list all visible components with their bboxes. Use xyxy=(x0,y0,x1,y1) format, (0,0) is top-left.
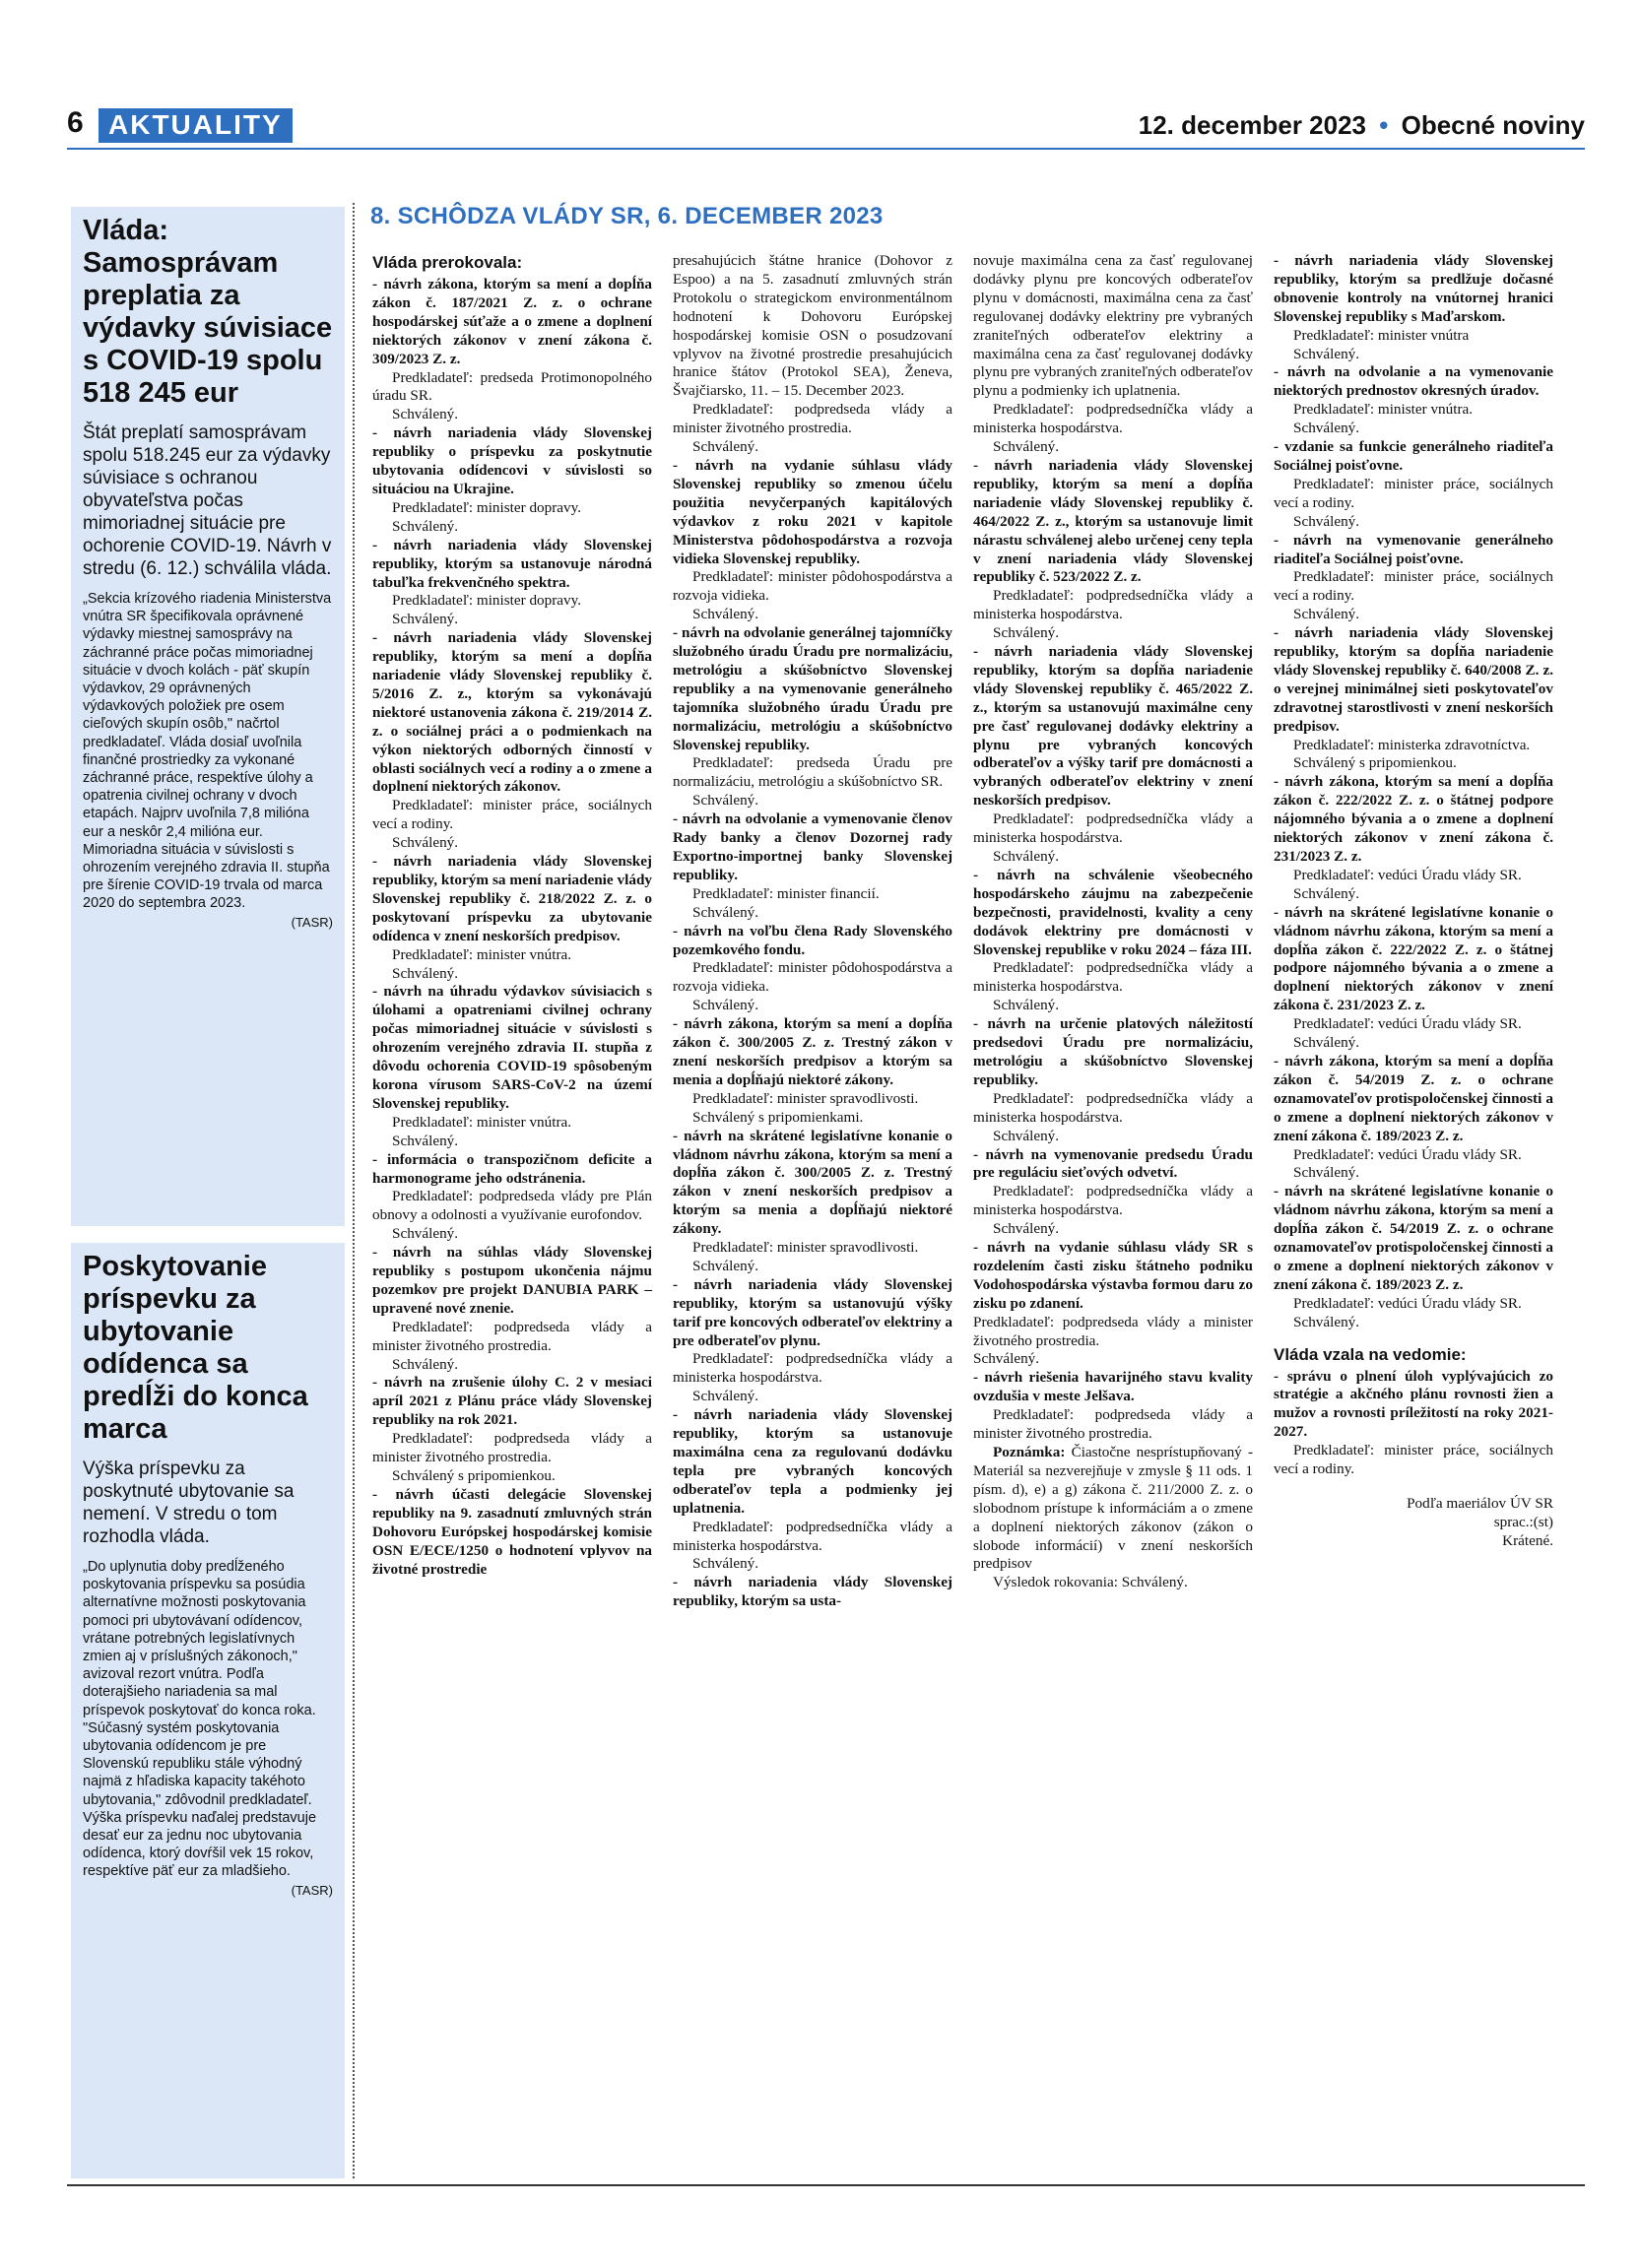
article-column-3 xyxy=(973,252,1253,1592)
item-detail: Schválený. xyxy=(692,1555,759,1573)
item-detail: Predkladateľ: vedúci Úradu vlády SR. xyxy=(1293,1145,1522,1163)
separator: • xyxy=(1379,110,1389,140)
agenda-item: - návrh na schválenie všeobecného hospodárskeho záujmu na zabezpečenie bezpečnosti, pravidelnosti, kvality a ceny dodávok elektriny pre domácnosti v Slovenskej republike v roku 2024 – fáza III. xyxy=(973,866,1253,958)
item-detail: Schválený. xyxy=(1293,1164,1360,1182)
item-detail: Schválený. xyxy=(692,606,759,623)
article-body: „Sekcia krízového riadenia Ministerstva vnútra SR špecifikovala oprávnené výdavky miestnej samosprávy na záchranné práce počas mimoriadnej situácie v dvoch kolách - päť skupín výdavkov, 29 oprávnených výdavkových položiek pre osem cieľových skupín osôb," načrtol predkladateľ. Vláda dosiaľ uvoľnila finančné prostriedky za vykonané záchranné práce, respektíve úlohy a opatrenia civilnej ochrany v dvoch etapách. Najprv uvoľnila 7,8 milióna eur a neskôr 2,4 milióna eur. Mimoriadna situácia v súvislosti s ohrozením verejného zdravia II. stupňa pre šírenie COVID-19 trvala od marca 2020 do septembra 2023. xyxy=(83,591,332,912)
item-detail: Predkladateľ: podpredseda vlády a minister životného prostredia. xyxy=(372,1318,652,1354)
agenda-item: - návrh nariadenia vlády Slovenskej republiky o príspevku za poskytnutie ubytovania odídencovi v súvislosti so situáciou na Ukrajine. xyxy=(372,424,652,497)
item-detail: Predkladateľ: podpredseda vlády a minister životného prostredia. xyxy=(372,1430,652,1466)
item-detail: Schválený. xyxy=(1293,884,1360,902)
item-detail: Predkladateľ: podpredsedníčka vlády a ministerka hospodárstva. xyxy=(973,401,1253,437)
item-detail: Schválený s pripomienkou. xyxy=(1293,754,1457,772)
agenda-item: - návrh nariadenia vlády Slovenskej republiky, ktorým sa usta- xyxy=(673,1574,952,1610)
article-headline: Vláda: Samosprávam preplatia za výdavky súvisiace s COVID-19 spolu 518 245 eur xyxy=(83,215,333,409)
credit-line: Krátené. xyxy=(1502,1531,1553,1549)
agenda-item: - návrh na súhlas vlády Slovenskej republiky s postupom ukončenia nájmu pozemkov pre projekt DANUBIA PARK – upravené nové znenie. xyxy=(372,1244,652,1317)
agenda-item: - návrh nariadenia vlády Slovenskej republiky, ktorým sa mení a dopĺňa nariadenie vlády Slovenskej republiky č. 464/2022 Z. z., ktorým sa ustanovuje limit nárastu schválenej alebo určenej ceny tepla v znení nariadenia vlády Slovenskej republiky č. 523/2022 Z. z. xyxy=(973,456,1253,586)
item-detail: Predkladateľ: podpredsedníčka vlády a ministerka hospodárstva. xyxy=(673,1350,952,1387)
article-credit xyxy=(1274,1495,1553,1551)
agenda-item: - návrh zákona, ktorým sa mení a dopĺňa zákon č. 300/2005 Z. z. Trestný zákon v znení neskorších predpisov a ktorým sa menia a dopĺňajú niektoré zákony. xyxy=(673,1015,952,1088)
page-header xyxy=(67,106,1585,146)
article-source: (TASR) xyxy=(291,1882,333,1898)
item-detail: Schválený. xyxy=(392,1355,459,1373)
agenda-item: - návrh na vydanie súhlasu vlády SR s rozdelením časti zisku štátneho podniku Vodohospodárska výstavba formou daru zo zisku po zdanení. xyxy=(973,1239,1253,1312)
item-detail: Predkladateľ: minister vnútra. xyxy=(392,1113,572,1131)
footer-rule xyxy=(67,2184,1585,2186)
article-column-2 xyxy=(673,252,952,1611)
agenda-item: - správu o plnení úloh vyplývajúcich zo stratégie a akčného plánu rovnosti žien a mužov a rovnosti príležitostí na roky 2021-2027. xyxy=(1274,1367,1553,1441)
agenda-item: - návrh účasti delegácie Slovenskej republiky na 9. zasadnutí zmluvných strán Dohovoru Európskej hospodárskej komisie OSN E/ECE/1250 o hodnotení vplyvov na životné prostredie xyxy=(372,1485,652,1578)
item-detail: Schválený. xyxy=(692,997,759,1014)
agenda-item: - návrh na vymenovanie predsedu Úradu pre reguláciu sieťových odvetví. xyxy=(973,1145,1253,1182)
item-detail: Predkladateľ: minister práce, sociálnych vecí a rodiny. xyxy=(1274,1442,1553,1478)
agenda-item: - vzdanie sa funkcie generálneho riaditeľa Sociálnej poisťovne. xyxy=(1274,438,1553,474)
item-detail: Schválený. xyxy=(392,1225,459,1243)
item-detail: Schválený. xyxy=(392,1132,459,1149)
item-continuation: presahujúcich štátne hranice (Dohovor z Espoo) a na 5. zasadnutí zmluvných strán Protokolu o strategickom environmentálnom hodnotení k Dohovoru Európskej hospodárskej komisie OSN o posudzovaní vplyvov na životné prostredie presahujúcich hranice štátov (Protokol SEA), Ženeva, Švajčiarsko, 11. – 15. December 2023. xyxy=(673,252,952,400)
item-detail: Predkladateľ: podpredsedníčka vlády a ministerka hospodárstva. xyxy=(973,587,1253,623)
item-detail: Predkladateľ: podpredseda vlády pre Plán obnovy a odolnosti a využívanie eurofondov. xyxy=(372,1188,652,1224)
item-detail: Predkladateľ: minister práce, sociálnych vecí a rodiny. xyxy=(372,797,652,833)
item-detail: Schválený. xyxy=(993,624,1060,642)
item-continuation: Predkladateľ: podpredseda vlády a minister životného prostredia. xyxy=(973,1313,1253,1349)
article-body: „Do uplynutia doby predĺženého poskytovania príspevku sa posúdia alternatívne možnosti poskytovania pomoci pri ubytovávaní odídencov, vrátane potrebných legislatívnych zmien aj v príslušných zákonoch," avizoval rezort vnútra. Podľa doterajšieho nariadenia sa mal príspevok poskytovať do konca roka. "Súčasný systém poskytovania ubytovania odídencom je pre Slovenskú republiku stále výhodný najmä z hľadiska kapacity takéhoto ubytovania," zdôvodnil predkladateľ. Výška príspevku naďalej predstavuje desať eur za jednu noc ubytovania odídenca, ktorý dovŕšil vek 15 rokov, respektíve päť eur za mladšieho. xyxy=(83,1559,317,1880)
item-detail: Predkladateľ: vedúci Úradu vlády SR. xyxy=(1293,1015,1522,1033)
item-continuation: novuje maximálna cena za časť regulovanej dodávky plynu pre koncových odberateľov plynu v domácnosti, maximálna cena za časť regulovanej dodávky elektriny pre vybraných zraniteľných odberateľov elektriny a maximálna cena za časť regulovanej dodávky plynu pre vybraných zraniteľných odberateľov plynu a podmienky ich uplatnenia. xyxy=(973,252,1253,400)
item-detail: Schválený. xyxy=(692,792,759,810)
item-detail: Výsledok rokovania: Schválený. xyxy=(993,1574,1188,1591)
agenda-item: - návrh zákona, ktorým sa mení a dopĺňa zákon č. 54/2019 Z. z. o ochrane oznamovateľov protispoločenskej činnosti a o zmene a doplnení niektorých zákonov v znení zákona č. 189/2023 Z. z. xyxy=(1274,1052,1553,1144)
item-detail: Schválený. xyxy=(993,848,1060,865)
agenda-item: - návrh na úhradu výdavkov súvisiacich s úlohami a opatreniami civilnej ochrany počas mimoriadnej situácie v súvislosti s ohrozením verejného zdravia II. stupňa z dôvodu ochorenia COVID-19 spôsobeným korona vírusom SARS-CoV-2 na území Slovenskej republiky. xyxy=(372,983,652,1112)
item-detail: Predkladateľ: minister práce, sociálnych vecí a rodiny. xyxy=(1274,568,1553,605)
credit-line: Podľa maeriálov ÚV SR xyxy=(1407,1495,1553,1512)
item-detail: Predkladateľ: predseda Protimonopolného úradu SR. xyxy=(372,368,652,405)
note-text: Čiastočne nesprístupňovaný - Materiál sa nezverejňuje v zmysle § 11 ods. 1 písm. d), e) a g) zákona č. 211/2000 Z. z. o slobodnom prístupe k informáciám a o zmene a doplnení niektorých zákonov (zákon o slobode informácií) v znení neskorších predpisov xyxy=(973,1444,1253,1573)
publication-name: Obecné noviny xyxy=(1401,110,1585,140)
article-lead: Štát preplatí samosprávam spolu 518.245 eur za výdavky súvisiace s ochranou obyvateľstva počas mimoriadnej situácie pre ochorenie COVID-19. Návrh v stredu (6. 12.) schválila vláda. xyxy=(83,422,332,579)
article-lead: Výška príspevku za poskytnuté ubytovanie sa nemení. V stredu o tom rozhodla vláda. xyxy=(83,1458,295,1547)
page-number: 6 xyxy=(67,106,84,139)
item-detail: Predkladateľ: minister vnútra. xyxy=(392,945,572,963)
item-detail: Schválený. xyxy=(692,903,759,921)
item-detail: Schválený. xyxy=(993,1220,1060,1238)
agenda-item: - návrh zákona, ktorým sa mení a dopĺňa zákon č. 222/2022 Z. z. o štátnej podpore nájomného bývania a o zmene a doplnení niektorých zákonov v znení zákona č. 231/2023 Z. z. xyxy=(1274,773,1553,865)
agenda-item: - návrh nariadenia vlády Slovenskej republiky, ktorým sa mení nariadenie vlády Slovenskej republiky č. 218/2022 Z. z. o poskytovaní príspevku za ubytovanie odídenca v znení neskorších predpisov. xyxy=(372,853,652,944)
item-detail: Schválený. xyxy=(392,611,459,628)
item-detail: Schválený. xyxy=(392,834,459,852)
item-detail: Predkladateľ: minister spravodlivosti. xyxy=(692,1089,919,1107)
sidebar-article-covid xyxy=(71,207,345,1226)
item-detail: Predkladateľ: podpredseda vlády a minister životného prostredia. xyxy=(673,401,952,437)
note-label: Poznámka: xyxy=(993,1444,1066,1460)
article-headline: Poskytovanie príspevku za ubytovanie odídenca sa predĺži do konca marca xyxy=(83,1251,308,1445)
agenda-item: - návrh na skrátené legislatívne konanie o vládnom návrhu zákona, ktorým sa mení a dopĺňa zákon č. 222/2022 Z. z. o štátnej podpore nájomného bývania a o zmene a doplnení niektorých zákonov v znení zákona č. 231/2023 Z. z. xyxy=(1274,903,1553,1014)
item-detail: Predkladateľ: podpredseda vlády a minister životného prostredia. xyxy=(973,1406,1253,1443)
credit-line: sprac.:(st) xyxy=(1493,1513,1553,1530)
agenda-item: - návrh nariadenia vlády Slovenskej republiky, ktorým sa dopĺňa nariadenie vlády Slovenskej republiky č. 640/2008 Z. z. o verejnej minimálnej sieti poskytovateľov zdravotnej starostlivosti v znení neskorších predpisov. xyxy=(1274,624,1553,735)
item-note xyxy=(973,1444,1253,1574)
item-detail: Predkladateľ: vedúci Úradu vlády SR. xyxy=(1293,1294,1522,1312)
item-detail: Predkladateľ: vedúci Úradu vlády SR. xyxy=(1293,866,1522,883)
agenda-item: - návrh na určenie platových náležitostí predsedovi Úradu pre normalizáciu, metrológiu a skúšobníctvo Slovenskej republiky. xyxy=(973,1015,1253,1088)
issue-date: 12. december 2023 xyxy=(1138,110,1367,140)
article-source: (TASR) xyxy=(291,914,333,930)
item-detail: Schválený. xyxy=(392,517,459,535)
agenda-item: - návrh nariadenia vlády Slovenskej republiky, ktorým sa dopĺňa nariadenie vlády Slovenskej republiky č. 465/2022 Z. z., ktorým sa ustanovujú maximálne ceny pre časť regulovanej dodávky elektriny a plynu pre vybraných koncových odberateľov a výšky tarif pre domácnosti a vybraných odberateľov elektriny v znení neskorších predpisov. xyxy=(973,643,1253,810)
section-heading: Vláda prerokovala: xyxy=(372,253,523,272)
item-detail: Predkladateľ: minister dopravy. xyxy=(392,592,582,610)
agenda-item: - návrh na skrátené legislatívne konanie o vládnom návrhu zákona, ktorým sa mení a dopĺňa zákon č. 300/2005 Z. z. Trestný zákon v znení neskorších predpisov a ktorým sa menia a dopĺňajú niektoré zákony. xyxy=(673,1127,952,1238)
item-detail: Schválený. xyxy=(993,438,1060,456)
item-detail: Schválený. xyxy=(1293,345,1360,362)
item-detail: Predkladateľ: podpredsedníčka vlády a ministerka hospodárstva. xyxy=(973,810,1253,847)
section-label: AKTUALITY xyxy=(98,108,293,143)
item-detail: Predkladateľ: minister dopravy. xyxy=(392,498,582,516)
section-heading: Vláda vzala na vedomie: xyxy=(1274,1344,1467,1364)
item-detail: Predkladateľ: podpredsedníčka vlády a ministerka hospodárstva. xyxy=(973,1183,1253,1219)
item-detail: Schválený. xyxy=(692,1388,759,1405)
item-detail: Schválený s pripomienkou. xyxy=(392,1467,556,1484)
agenda-item: - návrh na odvolanie generálnej tajomníčky služobného úradu Úradu pre normalizáciu, metrológiu a skúšobníctvo Slovenskej republiky a na vymenovanie generálneho tajomníka služobného úradu Úradu pre normalizáciu, metrológiu a skúšobníctvo Slovenskej republiky. xyxy=(673,624,952,753)
item-detail: Predkladateľ: minister práce, sociálnych vecí a rodiny. xyxy=(1274,475,1553,511)
item-detail: Schválený. xyxy=(1293,420,1360,437)
agenda-item: - návrh nariadenia vlády Slovenskej republiky, ktorým sa ustanovuje maximálna cena za regulovanú dodávku tepla pre vybraných koncových odberateľov tepla a podmienky jej uplatnenia. xyxy=(673,1406,952,1517)
item-detail: Predkladateľ: predseda Úradu pre normalizáciu, metrológiu a skúšobníctvo SR. xyxy=(673,754,952,791)
agenda-item: - návrh na odvolanie a vymenovanie členov Rady banky a členov Dozornej rady Exportno-importnej banky Slovenskej republiky. xyxy=(673,810,952,883)
item-detail: Predkladateľ: podpredsedníčka vlády a ministerka hospodárstva. xyxy=(973,959,1253,996)
main-article-title: 8. SCHÔDZA VLÁDY SR, 6. DECEMBER 2023 xyxy=(370,203,884,229)
item-detail: Schválený. xyxy=(1293,1313,1360,1330)
agenda-item: - návrh nariadenia vlády Slovenskej republiky, ktorým sa mení a dopĺňa nariadenie vlády Slovenskej republiky č. 5/2016 Z. z., ktorým sa vykonávajú niektoré ustanovenia zákona č. 219/2014 Z. z. o sociálnej práci a o podmienkach na výkon niektorých odborných činností v oblasti sociálnych vecí a rodiny a o zmene a doplnení niektorých zákonov. xyxy=(372,629,652,796)
sidebar-article-refugees xyxy=(71,1243,345,2178)
items-noted xyxy=(1274,1368,1553,1479)
item-detail: Schválený. xyxy=(993,997,1060,1014)
agenda-item: - návrh nariadenia vlády Slovenskej republiky, ktorým sa ustanovuje národná tabuľka frekvenčného spektra. xyxy=(372,536,652,591)
article-column-4 xyxy=(1274,252,1553,1551)
issue-info xyxy=(1139,110,1585,141)
agenda-item: - návrh na zrušenie úlohy C. 2 v mesiaci apríl 2021 z Plánu práce vlády Slovenskej republiky na rok 2021. xyxy=(372,1374,652,1429)
item-detail: Predkladateľ: minister vnútra xyxy=(1293,326,1470,344)
item-detail: Predkladateľ: minister vnútra. xyxy=(1293,401,1474,419)
item-detail: Schválený. xyxy=(392,964,459,982)
agenda-item: - návrh na vymenovanie generálneho riaditeľa Sociálnej poisťovne. xyxy=(1274,531,1553,567)
item-continuation: Schválený. xyxy=(973,1350,1040,1368)
agenda-item: - návrh na skrátené legislatívne konanie o vládnom návrhu zákona, ktorým sa mení a dopĺňa zákon č. 54/2019 Z. z. o ochrane oznamovateľov protispoločenskej činnosti a o zmene a doplnení niektorých zákonov v znení zákona č. 189/2023 Z. z. xyxy=(1274,1183,1553,1293)
item-detail: Schválený. xyxy=(692,1257,759,1274)
agenda-item: - návrh nariadenia vlády Slovenskej republiky, ktorým sa predlžuje dočasné obnovenie kontroly na vnútornej hranici Slovenskej republiky s Maďarskom. xyxy=(1274,252,1553,325)
item-detail: Predkladateľ: minister pôdohospodárstva a rozvoja vidieka. xyxy=(673,568,952,605)
agenda-item: - informácia o transpozičnom deficite a harmonograme jeho odstránenia. xyxy=(372,1150,652,1187)
item-detail: Schválený. xyxy=(993,1127,1060,1144)
item-detail: Schválený. xyxy=(1293,1034,1360,1052)
item-detail: Predkladateľ: podpredsedníčka vlády a ministerka hospodárstva. xyxy=(673,1518,952,1554)
header-rule xyxy=(67,148,1585,150)
item-detail: Schválený s pripomienkami. xyxy=(692,1108,864,1126)
agenda-item: - návrh nariadenia vlády Slovenskej republiky, ktorým sa ustanovujú výšky tarif pre koncových odberateľov elektriny a pre odberateľov plynu. xyxy=(673,1275,952,1349)
items-discussed-continued xyxy=(1274,252,1553,1332)
item-detail: Predkladateľ: podpredsedníčka vlády a ministerka hospodárstva. xyxy=(973,1089,1253,1126)
item-detail: Schválený. xyxy=(1293,512,1360,530)
item-detail: Predkladateľ: ministerka zdravotníctva. xyxy=(1293,736,1531,753)
agenda-item: - návrh riešenia havarijného stavu kvality ovzdušia v meste Jelšava. xyxy=(973,1369,1253,1405)
item-detail: Schválený. xyxy=(392,406,459,423)
article-column-1 xyxy=(372,252,652,1579)
column-divider xyxy=(353,203,355,2178)
item-detail: Schválený. xyxy=(1293,606,1360,623)
agenda-item: - návrh na voľbu člena Rady Slovenského pozemkového fondu. xyxy=(673,922,952,958)
agenda-item: - návrh na vydanie súhlasu vlády Slovenskej republiky so zmenou účelu použitia nevyčerpaných kapitálových výdavkov z roku 2021 v kapitole Ministerstva pôdohospodárstva a rozvoja vidieka Slovenskej republiky. xyxy=(673,456,952,567)
item-detail: Schválený. xyxy=(692,438,759,456)
agenda-item: - návrh na odvolanie a na vymenovanie niektorých prednostov okresných úradov. xyxy=(1274,363,1553,400)
agenda-item: - návrh zákona, ktorým sa mení a dopĺňa zákon č. 187/2021 Z. z. o ochrane hospodárskej súťaže a o zmene a doplnení niektorých zákonov v znení zákona č. 309/2023 Z. z. xyxy=(372,276,652,367)
item-detail: Predkladateľ: minister pôdohospodárstva a rozvoja vidieka. xyxy=(673,959,952,996)
item-detail: Predkladateľ: minister financií. xyxy=(692,884,880,902)
item-detail: Predkladateľ: minister spravodlivosti. xyxy=(692,1239,919,1257)
